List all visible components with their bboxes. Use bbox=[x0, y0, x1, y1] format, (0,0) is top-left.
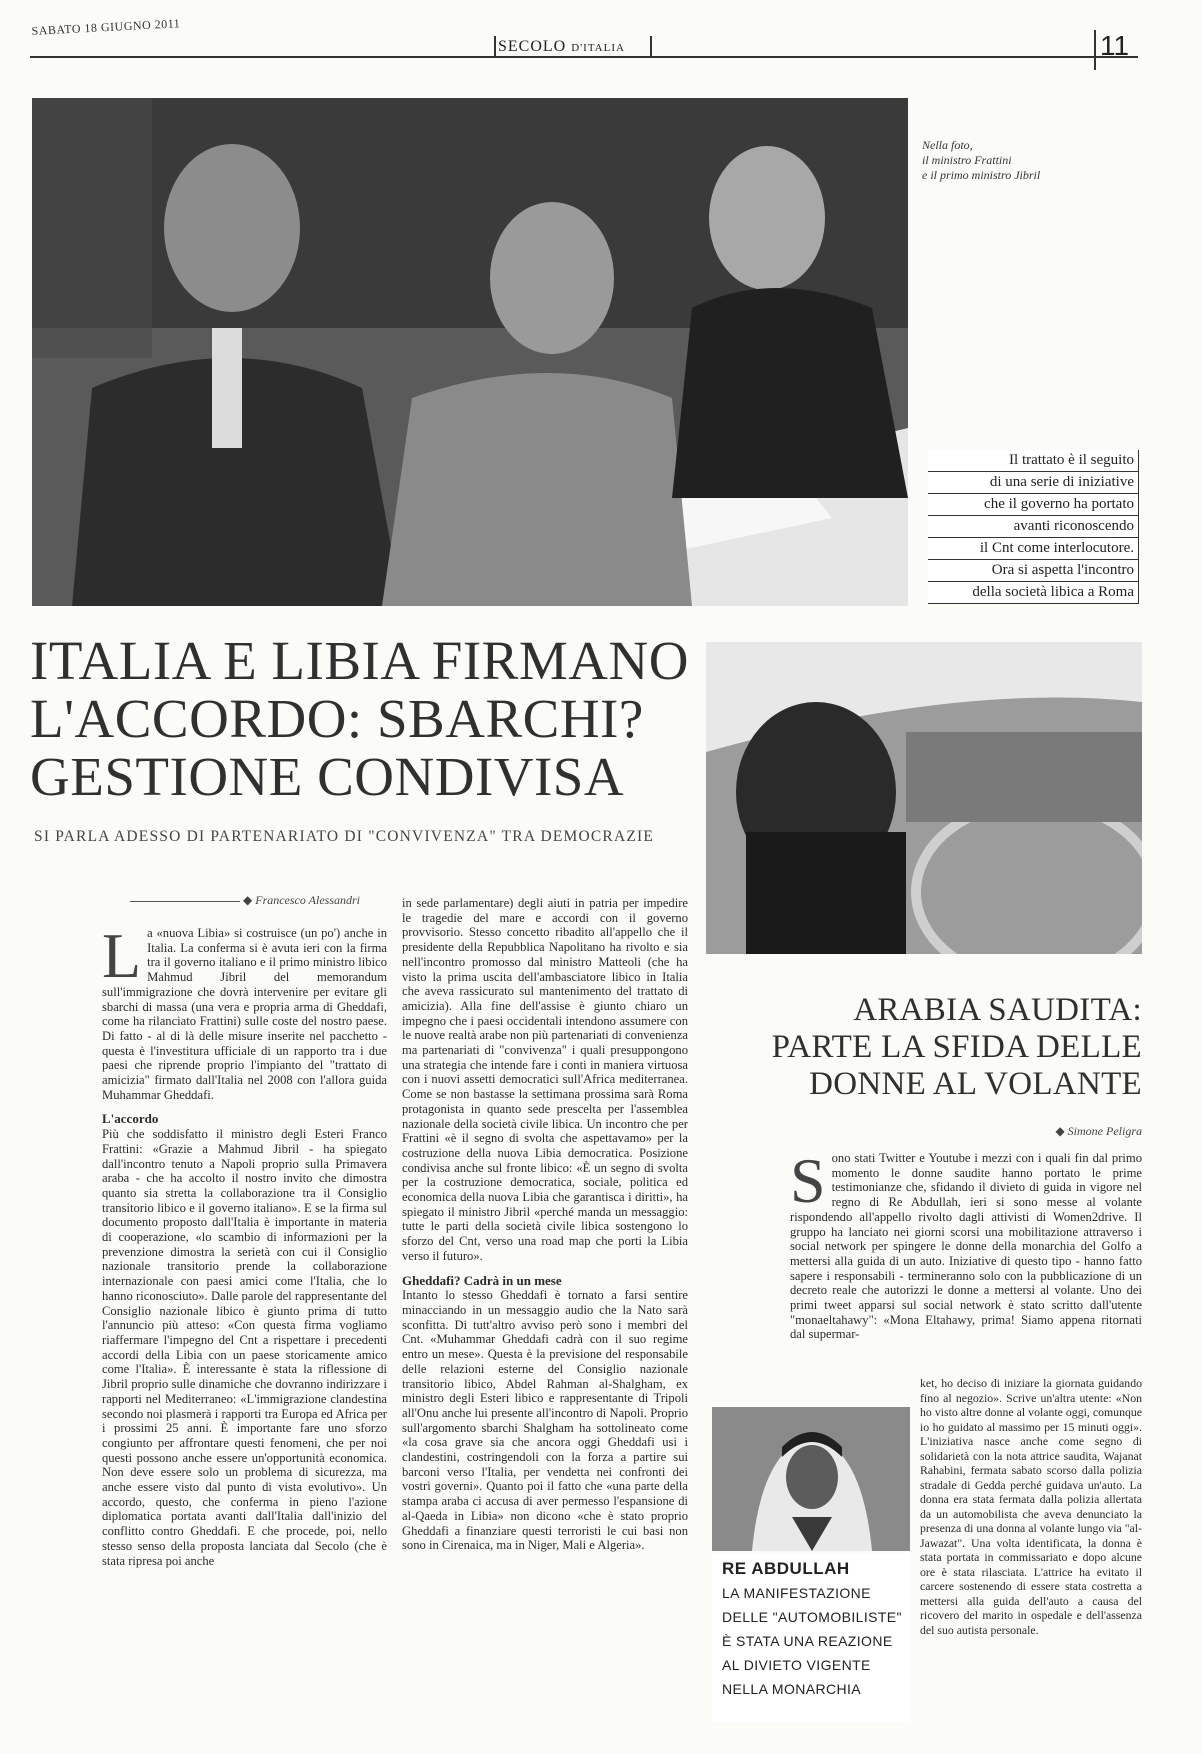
main-subheading-2: Gheddafi? Cadrà in un mese bbox=[402, 1272, 562, 1288]
main-article-col-2 bbox=[402, 896, 688, 1553]
abdullah-photo bbox=[712, 1407, 910, 1551]
headline-line: L'ACCORDO: SBARCHI? bbox=[30, 688, 644, 749]
abdullah-box-line: NELLA MONARCHIA bbox=[722, 1681, 862, 1697]
side-paragraph-1 bbox=[790, 1145, 1142, 1342]
caption-line: e il primo ministro Jibril bbox=[922, 168, 1041, 182]
issue-date: SABATO 18 GIUGNO 2011 bbox=[31, 16, 181, 39]
pull-quote-line: che il governo ha portato bbox=[928, 494, 1138, 516]
main-subhead: SI PARLA ADESSO DI PARTENARIATO DI "CONVIVENZA" TRA DEMOCRAZIE bbox=[34, 828, 655, 845]
main-byline bbox=[130, 893, 392, 908]
side-paragraph-2: ket, ho deciso di iniziare la giornata guidando fino al negozio». Scrive un'altra utente: «Non ho visto altre donne al volante oggi, comunque io ho guidato al massimo per 15 minuti oggi». L'iniziativa nasce anche come segno di solidarietà con la nota attrice saudita, Wajanat Rahabini, fermata sabato scorso dalla polizia stradale di Gedda perché guidava un'auto. La donna era stata fermata dalla polizia allertata da un automobilista che aveva denunciato la presenza di una donna al volante lungo via "al-Jawazat". Una volta identificata, la donna è stata portata in commissariato e dopo alcune ore è stata rilasciata. L'attrice ha evitato il carcere sostenendo di essere stata costretta a mettersi alla guida dell'auto a causa del ricovero del marito in ospedale e dell'assenza del suo autista personale. bbox=[920, 1376, 1142, 1637]
diamond-icon: ◆ bbox=[243, 893, 253, 907]
masthead bbox=[498, 38, 625, 56]
main-article-col-1 bbox=[102, 920, 387, 1568]
masthead-suffix: D'ITALIA bbox=[571, 42, 625, 54]
pull-quote-line: di una serie di iniziative bbox=[928, 472, 1138, 494]
caption-line: Nella foto, bbox=[922, 138, 973, 152]
car-photo bbox=[706, 642, 1142, 954]
signing-photo-illustration bbox=[32, 98, 908, 606]
main-paragraph-2: Più che soddisfatto il ministro degli Esteri Franco Frattini: «Grazie a Mahmud Jibril - ha spiegato dall'incontro tenuto a Napoli proprio sulla Primavera araba - che ha accolto il nostro invito che dimostra quanto sia stretta la collaborazione tra il Consiglio transitorio libico e il governo italiano». E se la firma sul documento proposto dall'Italia è importante in materia di cooperazione, «lo scambio di informazioni per la prevenzione dimostra la serietà con cui il Consiglio nazionale transitorio prende la collaborazione internazionale con paesi amici come l'Italia, che lo hanno riconosciuto». Dalle parole del rappresentante del Consiglio nazionale libico è giunto prima di tutto l'annuncio più atteso: «Con questa firma vogliamo riaffermare l'impegno del Cnt a rispettare i precedenti accordi della Libia con un paese storicamente amico come l'Italia». È interessante è stata la riflessione di Jibril proprio sulle dinamiche che dovranno indirizzare i rapporti nel Mediterraneo: «L'immigrazione clandestina secondo noi plasmerà i rapporti tra Europa ed Africa per i prossimi 25 anni. È importante fare uno sforzo congiunto per affrontare questi fenomeni, che per noi questi possono anche essere un'opportunità economica. Non deve essere solo un problema di sicurezza, ma anche essere visto dal punto di vista evolutivo». Un accordo, questo, che conferma in pieno l'azione diplomatica portata avanti dall'Italia dall'inizio del conflitto contro Gheddafi. E che procede, poi, nello stesso senso della proposta lanciata dal Secolo (che è stata ripresa poi anche bbox=[102, 1127, 387, 1568]
side-headline-line: ARABIA SAUDITA: bbox=[853, 992, 1142, 1028]
abdullah-box-line: AL DIVIETO VIGENTE bbox=[722, 1657, 871, 1673]
abdullah-box-text bbox=[722, 1581, 910, 1701]
main-author: Francesco Alessandri bbox=[255, 893, 360, 907]
main-subheading-1: L'accordo bbox=[102, 1111, 159, 1127]
main-headline bbox=[30, 632, 710, 806]
masthead-divider-left bbox=[494, 36, 496, 58]
pull-quote bbox=[928, 450, 1139, 604]
page-number-divider bbox=[1094, 30, 1096, 70]
pull-quote-line: avanti riconoscendo bbox=[928, 516, 1138, 538]
side-headline bbox=[700, 992, 1142, 1103]
headline-line: ITALIA E LIBIA FIRMANO bbox=[30, 630, 689, 691]
caption-line: il ministro Frattini bbox=[922, 153, 1012, 167]
side-author: Simone Peligra bbox=[1067, 1124, 1142, 1138]
car-photo-illustration bbox=[706, 642, 1142, 954]
abdullah-photo-illustration bbox=[712, 1407, 910, 1551]
side-headline-line: PARTE LA SFIDA DELLE bbox=[771, 1029, 1142, 1065]
diamond-icon: ◆ bbox=[1055, 1124, 1065, 1138]
side-byline bbox=[900, 1124, 1142, 1139]
page-number: 11 bbox=[1100, 30, 1130, 61]
main-paragraph-3: in sede parlamentare) degli aiuti in patria per impedire le tragedie del mare e accordi con il governo provvisorio. Stesso concetto ribadito all'appello che il presidente della Repubblica Napolitano ha rivolto e sia nell'incontro promosso dal ministro Matteoli (che ha visto la prima uscita dell'ambasciatore libico in Italia che aveva rassicurato sul mantenimento del trattato di amicizia). Alla fine dell'assise è giunto chiaro un impegno che i paesi occidentali intendono assumere con le nuove realtà arabe non più partenariati di convenienza ma partenariati di "convivenza" i quali presuppongono una strategia che intende fare i conti in maniera virtuosa con i nuovi assetti democratici sull'Africa mediterranea. Come se non bastasse la settimana prossima sarà Roma protagonista in quanto sede prescelta per l'assemblea nazionale della società civile libica. Un incontro che per Frattini «è il segno di svolta che aspettavamo» per la costruzione della nuova Libia democratica. Posizione condivisa anche sul fronte libico: «È un segno di svolta per la costruzione democratica, sociale, politica ed economica della nuova Libia che garantisca i diritti», ha spiegato il ministro Jibril «perché manda un messaggio: tutte le parti della società civile libica sostengono lo sforzo del Cnt, verso una road map che porti la Libia verso il futuro». bbox=[402, 896, 688, 1263]
pull-quote-line: Il trattato è il seguito bbox=[928, 450, 1138, 472]
side-article-bottom bbox=[920, 1376, 1142, 1637]
side-article-top bbox=[790, 1145, 1142, 1342]
abdullah-box-line: LA MANIFESTAZIONE bbox=[722, 1585, 871, 1601]
photo-caption bbox=[922, 138, 1102, 183]
side-dropcap: S bbox=[790, 1145, 826, 1216]
main-paragraph-1-text: a «nuova Libia» si costruisce (un po') anche in Italia. La conferma si è avuta ieri con la firma tra il governo italiano e il primo ministro libico Mahmud Jibril del memorandum sull'immigrazione che dovrà intervenire per evitare gli sbarchi di massa (una vera e propria arma di Gheddafi, come ha rilanciato Frattini) sulle coste del nostro paese. Di fatto - al di là delle misure inserite nel pacchetto - questa è l'investitura ufficiale di un rapporto tra i due paesi che riprende proprio l'impianto del "trattato di amicizia" firmato dall'Italia nel 2008 con l'allora guida Muhammar Gheddafi. bbox=[102, 926, 387, 1102]
byline-rule bbox=[130, 901, 240, 902]
main-paragraph-1 bbox=[102, 920, 387, 1102]
pull-quote-line: il Cnt come interlocutore. bbox=[928, 538, 1138, 560]
header-rule bbox=[30, 56, 1138, 58]
masthead-divider-right bbox=[650, 36, 652, 58]
abdullah-box-title: RE ABDULLAH bbox=[722, 1559, 850, 1578]
pull-quote-line: della società libica a Roma bbox=[928, 582, 1138, 604]
pull-quote-line: Ora si aspetta l'incontro bbox=[928, 560, 1138, 582]
abdullah-box-line: È STATA UNA REAZIONE bbox=[722, 1633, 893, 1649]
masthead-name: SECOLO bbox=[498, 38, 567, 55]
abdullah-box-line: DELLE "AUTOMOBILISTE" bbox=[722, 1609, 902, 1625]
side-headline-line: DONNE AL VOLANTE bbox=[809, 1066, 1142, 1102]
headline-line: GESTIONE CONDIVISA bbox=[30, 746, 625, 807]
abdullah-box bbox=[712, 1553, 910, 1723]
side-paragraph-1-text: ono stati Twitter e Youtube i mezzi con i quali fin dal primo momento le donne saudite hanno portato le prime testimonianze che, sfidando il divieto di guida in vigore nel regno di Re Abdullah, ieri si sono messe al volante rispondendo all'appello rivolto dagli attivisti di Women2drive. Il gruppo ha lanciato nei giorni scorsi una mobilitazione attraverso i social network per spingere le donne della monarchia del Golfo a mettersi alla guida di un auto. Iniziative di questo tipo - hanno fatto sapere i responsabili - termineranno solo con la pubblicazione di un decreto reale che autorizzi le donne a mettersi al volante. Uno dei primi tweet apparsi sul social network è stato scritto dall'utente "monaeltahawy": «Mona Eltahawy, prima! Siamo appena ritornati dal supermar- bbox=[790, 1151, 1142, 1342]
signing-photo bbox=[32, 98, 908, 606]
main-paragraph-4: Intanto lo stesso Gheddafi è tornato a farsi sentire minacciando in un messaggio audio che la Nato sarà sconfitta. Di tutt'altro avviso però sono i membri del Cnt. «Muhammar Gheddafi cadrà con il suo regime entro un mese». Questa è la previsione del responsabile delle relazioni esterne del Consiglio nazionale transitorio libico, Abdel Rahman al-Shalgham, ex ministro degli Esteri libico e rappresentante di Tripoli all'Onu anche lui presente all'incontro di Napoli. Proprio sull'argomento sbarchi Shalgham ha sottolineato come «la cosa grave sia che ancora oggi Gheddafi usi i clandestini, costringendoli con la forza a partire sui barconi verso l'Italia, per vendetta nei confronti dei vostri governi». Quanto poi il fatto che «una parte della stampa araba ci accusa di aver permesso l'espansione di al-Qaeda in Libia» non dicono «che è stato proprio Gheddafi a finanziare questi terroristi le cui basi non sono in Cirenaica, ma in Niger, Mali e Algeria». bbox=[402, 1288, 688, 1553]
main-dropcap: L bbox=[102, 920, 142, 991]
